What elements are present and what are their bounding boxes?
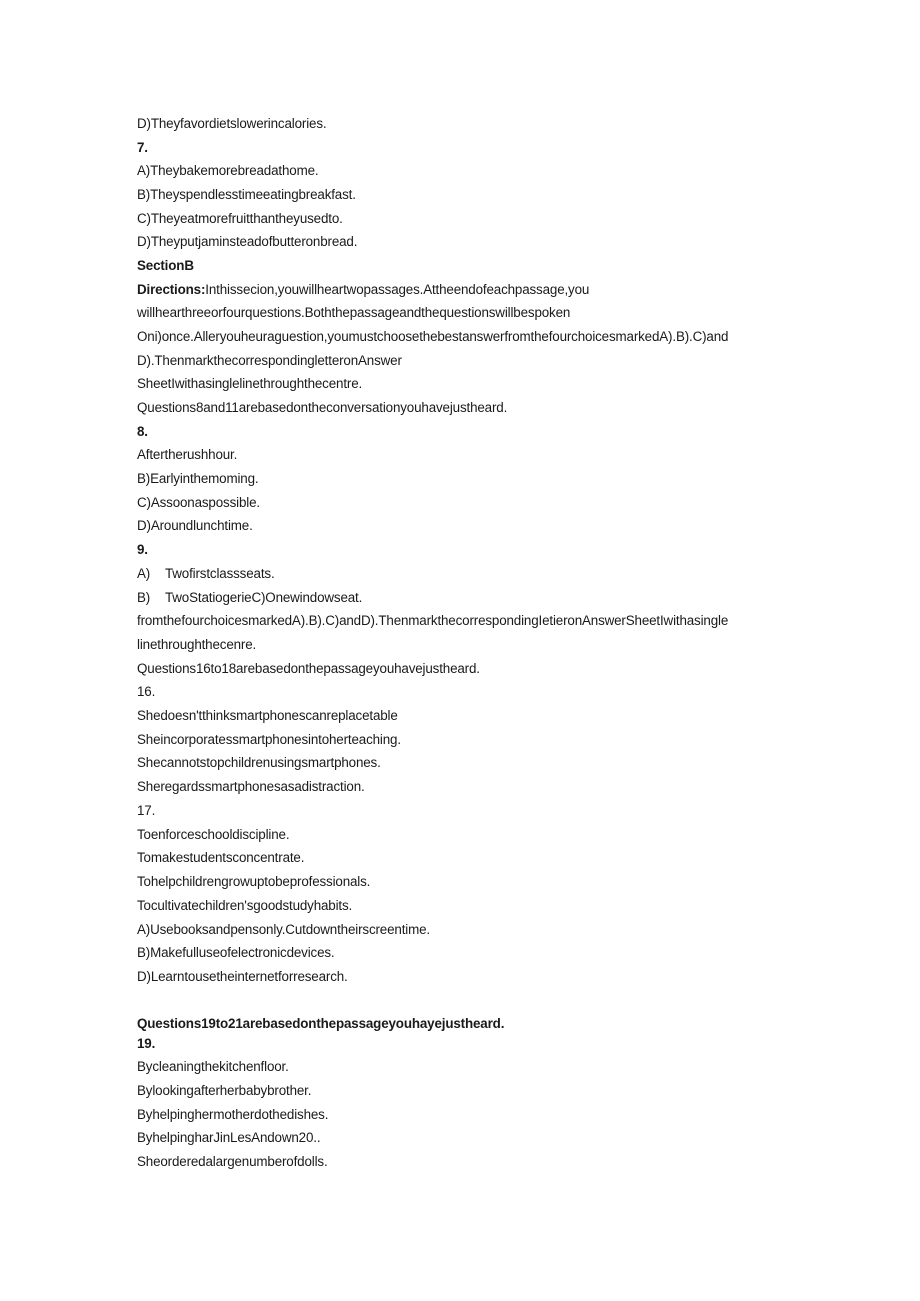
q6-option-d: D)Theyfavordietslowerincalories. — [137, 116, 327, 131]
questions-19-21-intro: Questions19to21arebasedonthepassageyouhayejustheard. — [137, 1016, 505, 1031]
q19-extra-line: Sheorderedalargenumberofdolls. — [137, 1154, 328, 1169]
directions-line-3: Oni)once.Alleryouheuraguestion,youmustchoosethebestanswerfromthefourchoicesmarkedA).B).C)and — [137, 329, 729, 344]
q9-extra-line-1: fromthefourchoicesmarkedA).B).C)andD).ThenmarkthecorrespondingIetieronAnswerSheetIwithasingle — [137, 613, 729, 628]
q9-option-a — [137, 565, 275, 583]
directions-line-4: D).ThenmarkthecorrespondingletteronAnswer — [137, 353, 402, 368]
q19-option-b: Bylookingafterherbabybrother. — [137, 1083, 312, 1098]
q19-option-c: Byhelpinghermotherdothedishes. — [137, 1107, 329, 1122]
q16-option-c: Shecannotstopchildrenusingsmartphones. — [137, 755, 381, 770]
q18-option-b: B)Makefulluseofelectronicdevices. — [137, 945, 335, 960]
q18-option-a: A)Usebooksandpensonly.Cutdowntheirscreentime. — [137, 922, 430, 937]
questions-16-18-intro: Questions16to18arebasedonthepassageyouhavejustheard. — [137, 661, 480, 676]
q16-option-b: Sheincorporatessmartphonesintoherteaching. — [137, 732, 401, 747]
q17-option-c: Tohelpchildrengrowuptobeprofessionals. — [137, 874, 371, 889]
q8-number: 8. — [137, 424, 148, 439]
q18-option-d: D)Learntousetheinternetforresearch. — [137, 969, 348, 984]
directions-text: Inthissecion,youwillheartwopassages.Attheendofeachpassage,you — [205, 282, 590, 297]
q8-option-d: D)Aroundlunchtime. — [137, 518, 253, 533]
q17-option-b: Tomakestudentsconcentrate. — [137, 850, 305, 865]
directions-line-1 — [137, 281, 589, 299]
q19-option-d: ByhelpingharJinLesAndown20.. — [137, 1130, 321, 1145]
section-b-heading: SectionB — [137, 258, 194, 273]
q7-option-a: A)Theybakemorebreadathome. — [137, 163, 319, 178]
q7-option-b: B)Theyspendlesstimeeatingbreakfast. — [137, 187, 356, 202]
q8-option-a: Aftertherushhour. — [137, 447, 238, 462]
q19-number: 19. — [137, 1036, 156, 1051]
directions-line-2: willhearthreeorfourquestions.Boththepassageandthequestionswillbespoken — [137, 305, 571, 320]
directions-label: Directions: — [137, 282, 206, 297]
q19-option-a: Bycleaningthekitchenfloor. — [137, 1059, 289, 1074]
q9-option-a-text: Twofirstclassseats. — [165, 566, 275, 581]
q7-option-c: C)Theyeatmorefruitthantheyusedto. — [137, 211, 343, 226]
q16-number: 16. — [137, 684, 156, 699]
questions-8-11-intro: Questions8and11arebasedontheconversationyouhavejustheard. — [137, 400, 508, 415]
q9-option-a-letter: A) — [137, 566, 151, 581]
q7-number: 7. — [137, 140, 148, 155]
q8-option-b: B)Earlyinthemoming. — [137, 471, 259, 486]
q8-option-c: C)Assoonaspossible. — [137, 495, 260, 510]
q9-number: 9. — [137, 542, 148, 557]
directions-line-5: SheetIwithasinglelinethroughthecentre. — [137, 376, 363, 391]
q9-option-b-text: TwoStatiogerieC)Onewindowseat. — [165, 590, 363, 605]
q17-option-d: Tocultivatechildren'sgoodstudyhabits. — [137, 898, 353, 913]
q17-number: 17. — [137, 803, 156, 818]
q9-option-b — [137, 589, 362, 607]
q9-extra-line-2: linethroughthecenre. — [137, 637, 257, 652]
q17-option-a: Toenforceschooldiscipline. — [137, 827, 290, 842]
q16-option-a: Shedoesn'tthinksmartphonescanreplacetable — [137, 708, 398, 723]
q7-option-d: D)Theyputjaminsteadofbutteronbread. — [137, 234, 358, 249]
q9-option-b-letter: B) — [137, 590, 151, 605]
q16-option-d: Sheregardssmartphonesasadistraction. — [137, 779, 365, 794]
